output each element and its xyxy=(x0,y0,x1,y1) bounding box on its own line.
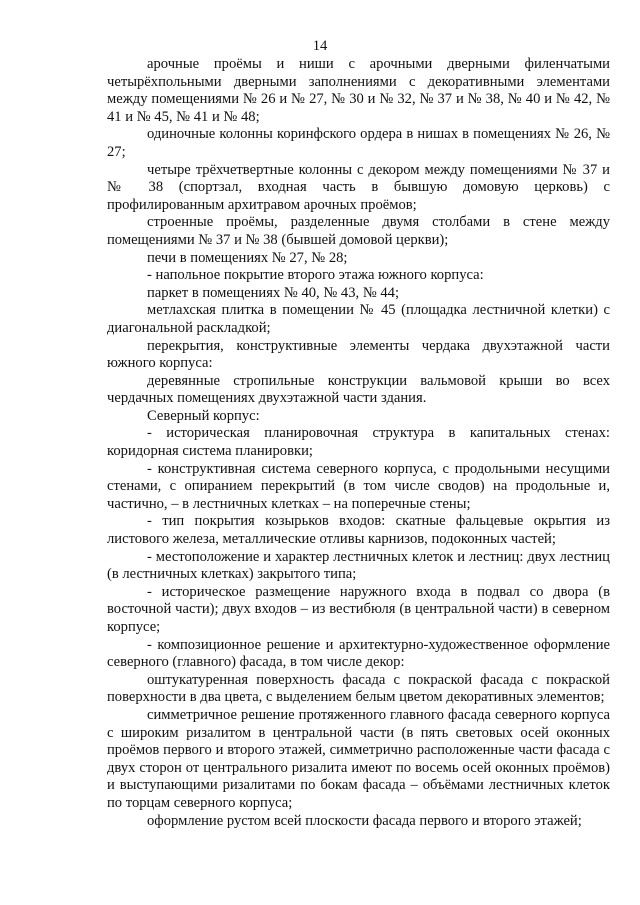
paragraph: - историческая планировочная структура в капитальных стенах: коридорная система планировки; xyxy=(107,425,610,460)
paragraph: печи в помещениях № 27, № 28; xyxy=(147,249,348,266)
paragraph: арочные проёмы и ниши с арочными дверными филенчатыми четырёхпольными дверными заполнениями с декоративными элементами между помещениями № 26 и № 27, № 30 и № 32, № 37 и № 38, № 40 и № 42, № 41 и № 45, № 41 и № 48; xyxy=(107,56,610,125)
paragraph: оштукатуренная поверхность фасада с покраской фасада с покраской поверхности в два цвета, с выделением белым цветом декоративных элементов; xyxy=(107,671,610,706)
paragraph: оформление рустом всей плоскости фасада первого и второго этажей; xyxy=(147,812,582,829)
paragraph: - композиционное решение и архитектурно-художественное оформление северного (главного) фасада, в том числе декор: xyxy=(107,636,610,671)
paragraph: четыре трёхчетвертные колонны с декором между помещениями № 37 и № 38 (спортзал, входная часть в бывшую домовую церковь) с профилированным архитравом арочных проёмов; xyxy=(107,161,610,213)
document-body xyxy=(107,56,610,830)
paragraph: - местоположение и характер лестничных клеток и лестниц: двух лестниц (в лестничных клетках) закрытого типа; xyxy=(107,548,610,583)
paragraph: симметричное решение протяженного главного фасада северного корпуса с широким ризалитом в центральной части (в пять световых осей оконных проёмов первого и второго этажей, симметрично расположенные части фасада с двух сторон от центрального ризалита имеют по восемь осей оконных проёмов) и выступающими ризалитами по бокам фасада – объёмами лестничных клеток по торцам северного корпуса; xyxy=(107,706,610,811)
paragraph: - историческое размещение наружного входа в подвал со двора (в восточной части); двух входов – из вестибюля (в центральной части) в северном корпусе; xyxy=(107,583,610,635)
section-heading: Северный корпус: xyxy=(147,407,260,424)
paragraph: строенные проёмы, разделенные двумя столбами в стене между помещениями № 37 и № 38 (бывшей домовой церкви); xyxy=(107,214,610,248)
paragraph: перекрытия, конструктивные элементы чердака двухэтажной части южного корпуса: xyxy=(107,337,610,372)
paragraph: одиночные колонны коринфского ордера в нишах в помещениях № 26, № 27; xyxy=(107,126,610,160)
paragraph: деревянные стропильные конструкции вальмовой крыши во всех чердачных помещениях двухэтажной части здания. xyxy=(107,372,610,407)
paragraph: паркет в помещениях № 40, № 43, № 44; xyxy=(147,284,400,301)
paragraph: - конструктивная система северного корпуса, с продольными несущими стенами, с опиранием перекрытий (в том числе сводов) на продольные и, частично, – в лестничных клетках – на поперечные стены; xyxy=(107,460,610,512)
page-number: 14 xyxy=(312,38,328,54)
paragraph: - напольное покрытие второго этажа южного корпуса: xyxy=(147,267,484,284)
paragraph: - тип покрытия козырьков входов: скатные фальцевые окрытия из листового железа, металлические отливы карнизов, подоконных частей; xyxy=(107,513,610,548)
paragraph: метлахская плитка в помещении № 45 (площадка лестничной клетки) с диагональной раскладкой; xyxy=(107,302,610,336)
